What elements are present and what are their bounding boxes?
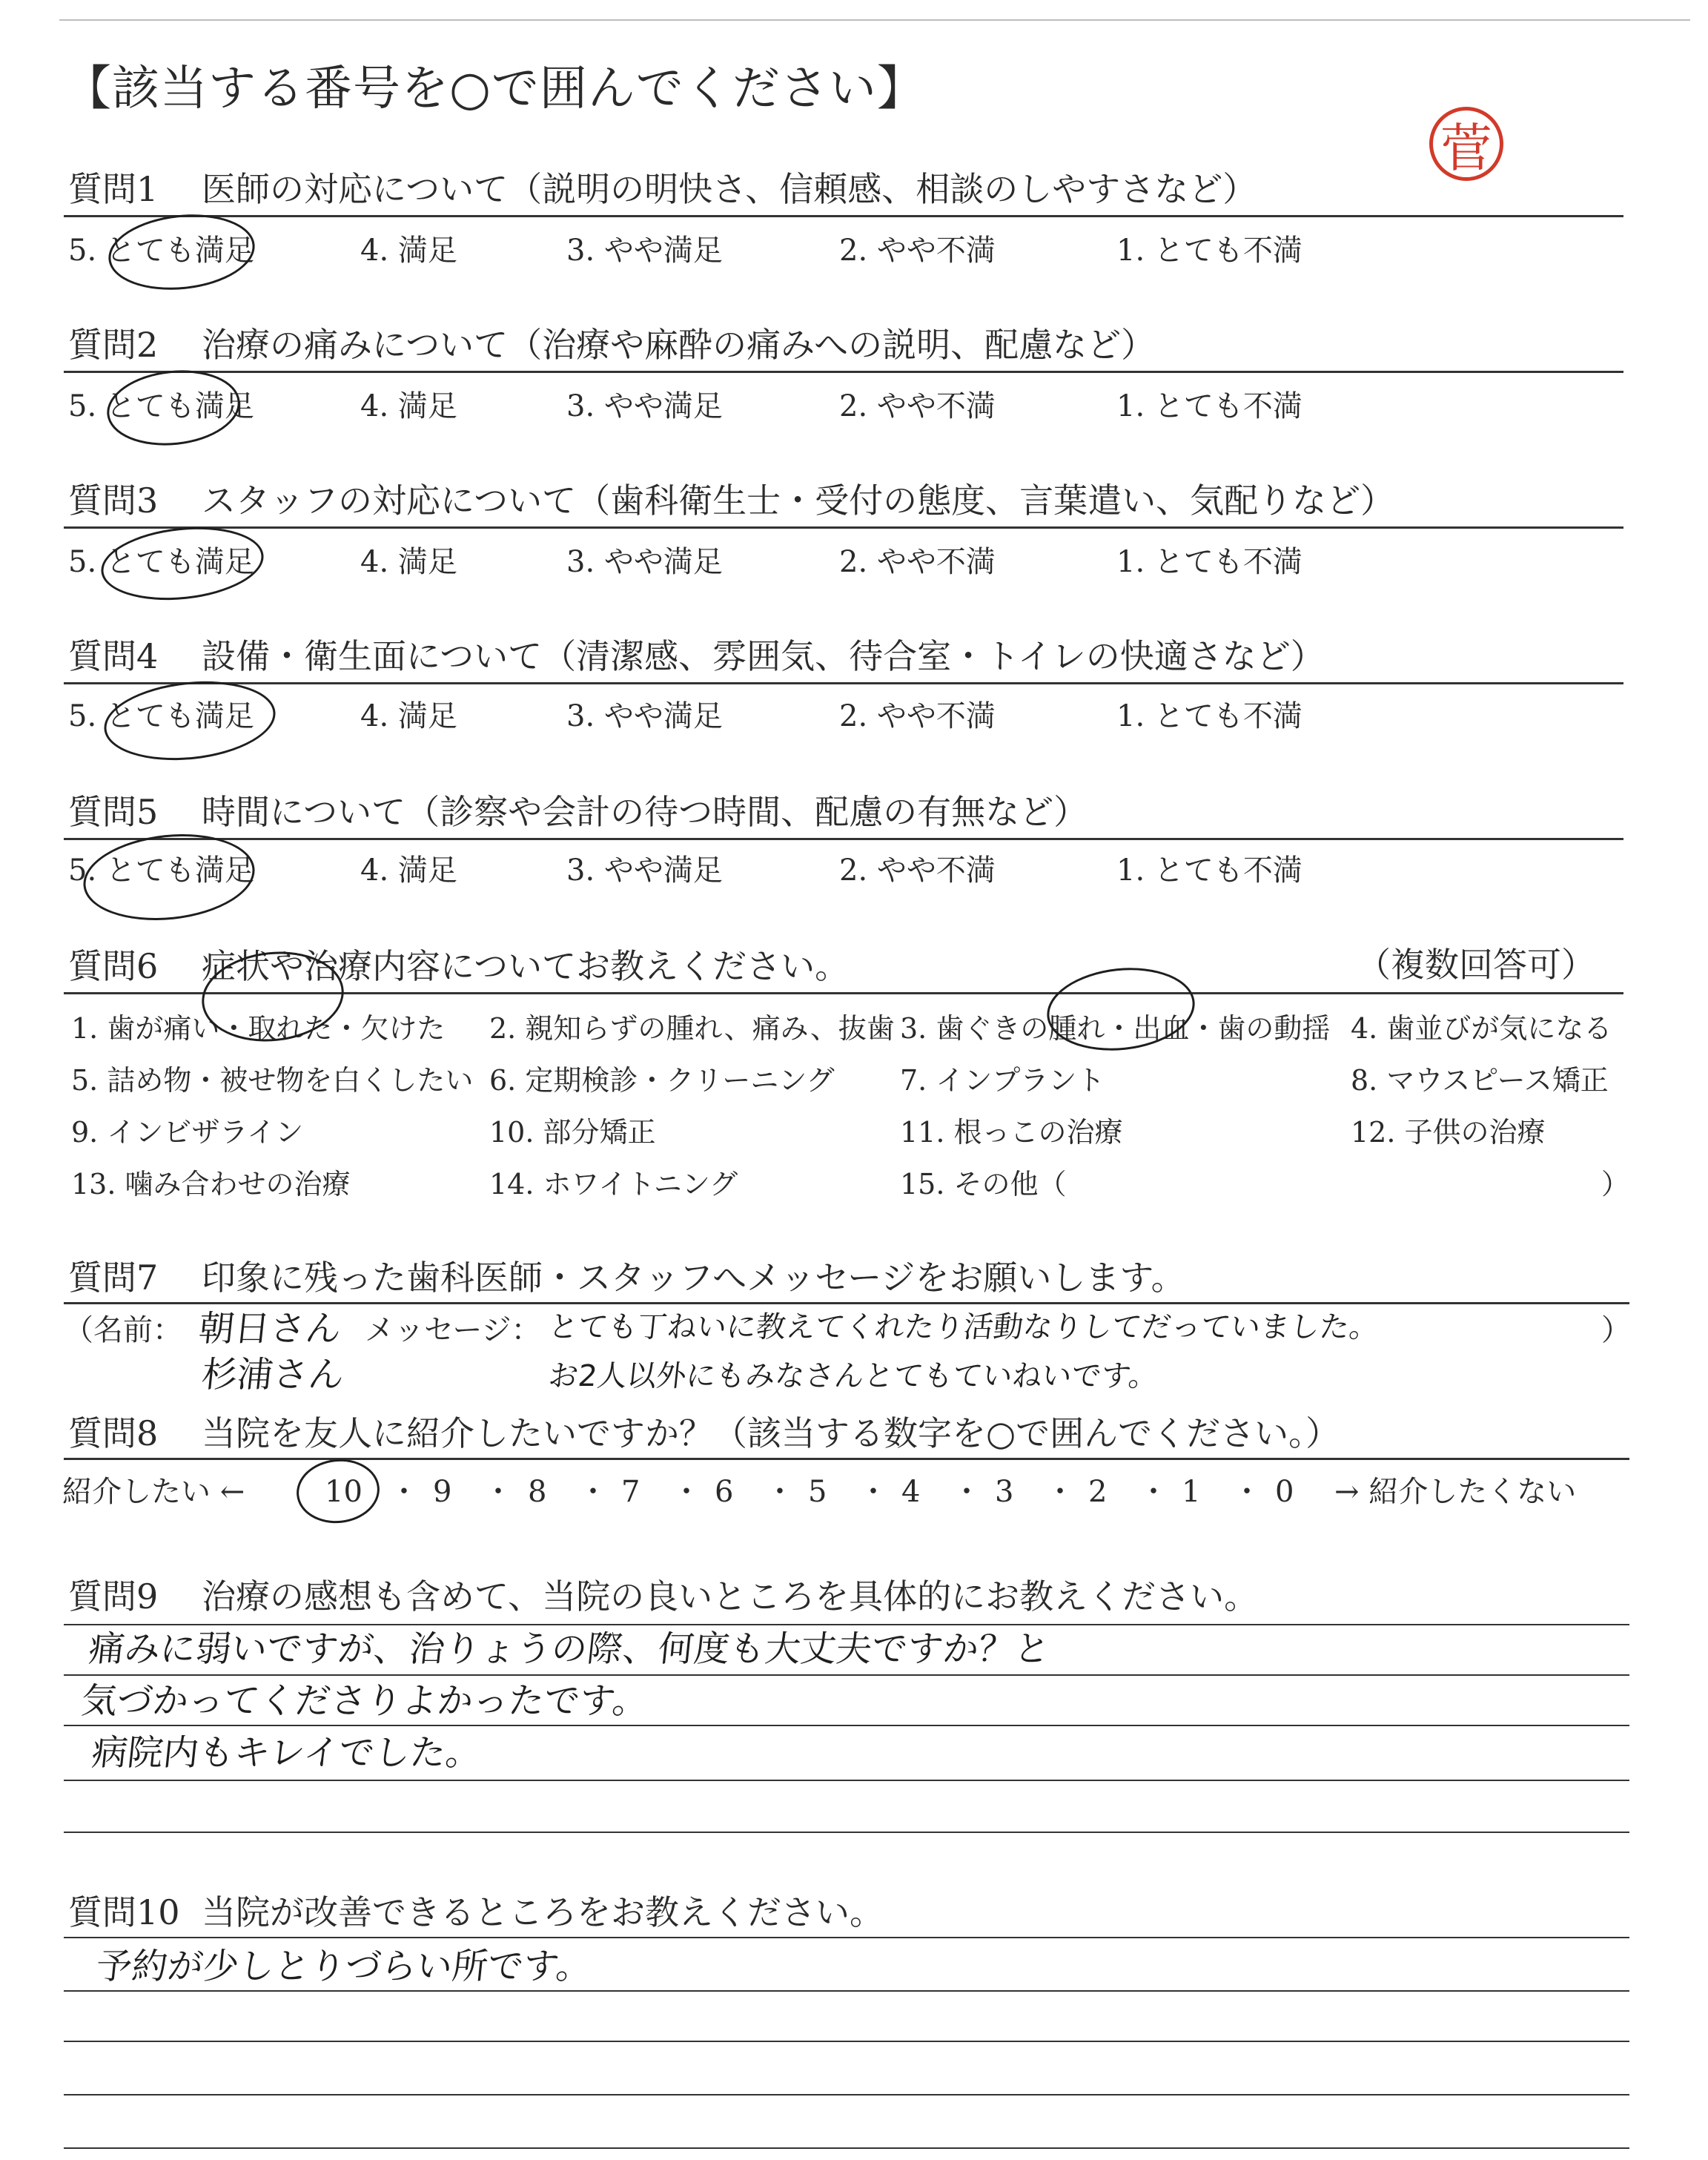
question-4: 質問4 設備・衛生面について（清潔感、雰囲気、待合室・トイレの快適さなど）	[68, 636, 1325, 676]
question-5-rule	[64, 838, 1623, 840]
q6-item-12[interactable]: 12. 子供の治療	[1351, 1116, 1546, 1149]
handwritten-name-2: 杉浦さん	[199, 1354, 346, 1396]
question-6-rule	[64, 992, 1623, 994]
q10-line-5	[64, 2147, 1629, 2149]
q7-close-paren: ）	[1601, 1313, 1631, 1347]
q10-line-4	[64, 2094, 1629, 2095]
scale-3[interactable]: 3	[995, 1475, 1014, 1509]
question-9: 質問9 治療の感想も含めて、当院の良いところを具体的にお教えください。	[68, 1576, 1259, 1616]
scale-4[interactable]: 4	[901, 1475, 921, 1509]
q5-option-5[interactable]: 5. とても満足	[68, 853, 254, 888]
q2-option-3[interactable]: 3. やや満足	[566, 389, 723, 423]
handwritten-message-line-1: とても丁ねいに教えてくれたり活動なりしてだっていました。	[546, 1310, 1381, 1344]
q6-item-15[interactable]: 15. その他（	[900, 1168, 1067, 1200]
q5-option-1[interactable]: 1. とても不満	[1116, 853, 1302, 888]
scale-dot: ・	[1232, 1475, 1262, 1509]
scale-dot: ・	[1045, 1475, 1075, 1509]
q3-option-2[interactable]: 2. やや不満	[839, 545, 996, 579]
handwritten-q10-line-1: 予約が少しとりづらい所です。	[94, 1946, 595, 1987]
q9-line-3	[64, 1725, 1629, 1726]
handwritten-q9-line-2: 気づかってくださりよかったです。	[79, 1680, 651, 1722]
scale-6[interactable]: 6	[715, 1475, 734, 1509]
scale-7[interactable]: 7	[621, 1475, 640, 1509]
q6-item-6[interactable]: 6. 定期検診・クリーニング	[489, 1064, 835, 1097]
recommend-left-label: 紹介したい ←	[62, 1475, 245, 1509]
q3-option-4[interactable]: 4. 満足	[360, 545, 457, 579]
question-8: 質問8 当院を友人に紹介したいですか？（該当する数字を○で囲んでください。）	[68, 1413, 1340, 1453]
q2-option-1[interactable]: 1. とても不満	[1116, 389, 1302, 423]
q1-option-2[interactable]: 2. やや不満	[839, 234, 996, 268]
q9-line-5	[64, 1832, 1629, 1833]
scale-dot: ・	[952, 1475, 982, 1509]
recommend-right-label: → 紹介したくない	[1334, 1475, 1577, 1509]
scale-1[interactable]: 1	[1182, 1475, 1201, 1509]
q6-item-1[interactable]: 1. 歯が痛い・取れた・欠けた	[71, 1012, 446, 1045]
q9-line-1	[64, 1624, 1629, 1625]
scale-8[interactable]: 8	[528, 1475, 547, 1509]
scale-dot: ・	[389, 1475, 419, 1509]
scale-0[interactable]: 0	[1275, 1475, 1294, 1509]
q6-item-11[interactable]: 11. 根っこの治療	[900, 1116, 1123, 1149]
scale-dot: ・	[483, 1475, 513, 1509]
q3-option-5[interactable]: 5. とても満足	[68, 545, 254, 579]
question-3: 質問3 スタッフの対応について（歯科衛生士・受付の態度、言葉遣い、気配りなど）	[68, 480, 1395, 521]
question-8-rule	[64, 1458, 1629, 1460]
q3-option-3[interactable]: 3. やや満足	[566, 545, 723, 579]
q2-option-5[interactable]: 5. とても満足	[68, 389, 254, 423]
handwritten-q9-line-1: 痛みに弱いですが、治りょうの際、何度も大丈夫ですか？と	[87, 1628, 1052, 1670]
question-10: 質問10 当院が改善できるところをお教えください。	[68, 1892, 884, 1932]
question-7: 質問7 印象に残った歯科医師・スタッフへメッセージをお願いします。	[68, 1258, 1185, 1298]
question-6: 質問6 症状や治療内容についてお教えください。	[68, 946, 850, 986]
scale-10[interactable]: 10	[325, 1475, 363, 1509]
scale-5[interactable]: 5	[808, 1475, 827, 1509]
q6-item-2[interactable]: 2. 親知らずの腫れ、痛み、抜歯	[489, 1012, 895, 1045]
q5-option-3[interactable]: 3. やや満足	[566, 853, 723, 888]
question-1-rule	[64, 215, 1623, 217]
q5-option-2[interactable]: 2. やや不満	[839, 853, 996, 888]
question-1: 質問1 医師の対応について（説明の明快さ、信頼感、相談のしやすさなど）	[68, 169, 1257, 209]
q6-item-10[interactable]: 10. 部分矯正	[489, 1116, 656, 1149]
q2-option-2[interactable]: 2. やや不満	[839, 389, 996, 423]
q4-option-1[interactable]: 1. とても不満	[1116, 699, 1302, 733]
q6-item-5[interactable]: 5. 詰め物・被せ物を白くしたい	[71, 1064, 474, 1097]
scale-dot: ・	[765, 1475, 795, 1509]
q10-line-2	[64, 1990, 1629, 1992]
handwritten-name-1: 朝日さん	[196, 1308, 343, 1350]
question-4-rule	[64, 682, 1623, 684]
question-2-rule	[64, 371, 1623, 373]
q6-item-7[interactable]: 7. インプラント	[900, 1064, 1105, 1097]
page-title: 【該当する番号を○で囲んでください】	[64, 62, 925, 116]
question-5: 質問5 時間について（診察や会計の待つ時間、配慮の有無など）	[68, 792, 1088, 832]
q9-line-2	[64, 1674, 1629, 1676]
multiple-answers-note: （複数回答可）	[1357, 945, 1595, 985]
question-3-rule	[64, 526, 1623, 529]
q6-item-14[interactable]: 14. ホワイトニング	[489, 1168, 738, 1200]
q1-option-4[interactable]: 4. 満足	[360, 234, 457, 268]
seal-stamp-icon: 菅	[1429, 107, 1503, 181]
q6-item-3[interactable]: 3. 歯ぐきの腫れ・出血・歯の動揺	[900, 1012, 1331, 1045]
q1-option-3[interactable]: 3. やや満足	[566, 234, 723, 268]
q4-option-4[interactable]: 4. 満足	[360, 699, 457, 733]
q10-line-3	[64, 2041, 1629, 2042]
top-edge-line	[59, 19, 1690, 21]
q3-option-1[interactable]: 1. とても不満	[1116, 545, 1302, 579]
scale-dot: ・	[578, 1475, 608, 1509]
q9-line-4	[64, 1780, 1629, 1781]
q6-other-close: ）	[1601, 1168, 1630, 1200]
q10-line-1	[64, 1937, 1629, 1938]
q2-option-4[interactable]: 4. 満足	[360, 389, 457, 423]
scale-2[interactable]: 2	[1088, 1475, 1108, 1509]
handwritten-q9-line-3: 病院内もキレイでした。	[90, 1732, 484, 1774]
q4-option-2[interactable]: 2. やや不満	[839, 699, 996, 733]
q6-item-9[interactable]: 9. インビザライン	[71, 1116, 304, 1149]
scale-9[interactable]: 9	[433, 1475, 452, 1509]
q6-item-13[interactable]: 13. 噛み合わせの治療	[71, 1168, 351, 1200]
q6-item-8[interactable]: 8. マウスピース矯正	[1351, 1064, 1609, 1097]
q4-option-5[interactable]: 5. とても満足	[68, 699, 254, 733]
question-2: 質問2 治療の痛みについて（治療や麻酔の痛みへの説明、配慮など）	[68, 325, 1156, 365]
handwritten-message-line-2: お2人以外にもみなさんとてもていねいです。	[546, 1359, 1160, 1393]
scale-dot: ・	[1139, 1475, 1168, 1509]
message-label: メッセージ：	[365, 1313, 541, 1347]
scale-dot: ・	[672, 1475, 701, 1509]
q5-option-4[interactable]: 4. 満足	[360, 853, 457, 888]
q4-option-3[interactable]: 3. やや満足	[566, 699, 723, 733]
scale-dot: ・	[858, 1475, 888, 1509]
q1-option-1[interactable]: 1. とても不満	[1116, 234, 1302, 268]
name-label: （名前：	[64, 1313, 182, 1347]
q6-item-4[interactable]: 4. 歯並びが気になる	[1351, 1012, 1612, 1045]
q1-option-5[interactable]: 5. とても満足	[68, 234, 254, 268]
question-7-rule	[64, 1302, 1629, 1304]
